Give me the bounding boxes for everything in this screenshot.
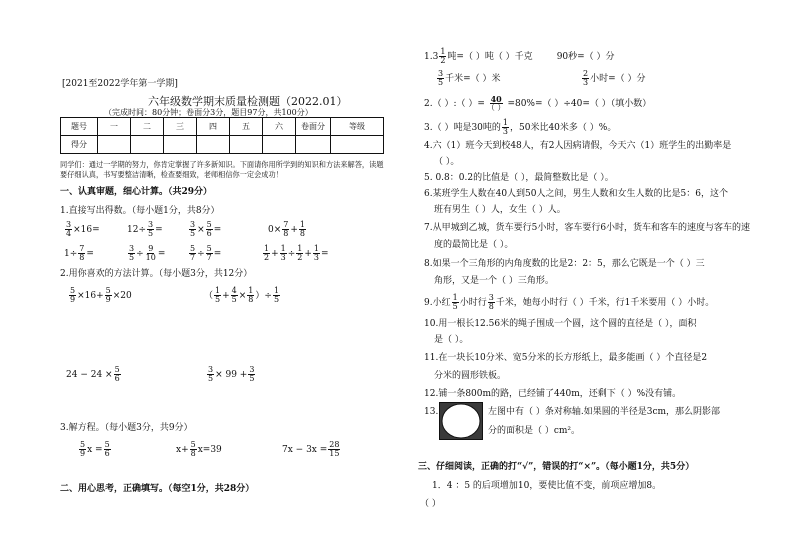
r-q5: 5. 0.8：0.2的比值是（ ），最简整数比是（ ）。 [424, 173, 614, 183]
r-q1-line2b: $\frac{2}{3}$ 小时=（ ）分 [583, 69, 646, 87]
score-cell: 六 [263, 118, 296, 136]
fraction: $\frac{3}{4}$ [66, 220, 72, 238]
r-q7-line1: 7.从甲城到乙城，货车要行5小时，客车要行6小时，货车和客车的速度与客车的速 [424, 223, 751, 233]
score-input-cell[interactable] [331, 136, 384, 154]
fraction: $\frac{5}{6}$ [104, 440, 110, 458]
fraction: $\frac{1}{3}$ [280, 244, 286, 262]
section-3-heading: 三、仔细阅读，正确的打“√”，错误的打“×”。（每小题1分，共5分） [418, 462, 695, 472]
fraction: $\frac{3}{5}$ [208, 365, 214, 383]
q3-item-a: $\frac{5}{9}$ x = $\frac{5}{6}$ [80, 440, 110, 458]
fraction: $\frac{5}{8}$ [190, 440, 196, 458]
r-q13-line1: 左图中有（ ）条对称轴.如果圆的半径是3cm，那么阴影部 [488, 407, 721, 417]
intro-text: 同学们：通过一学期的努力，你肯定掌握了许多新知识。下面请你用所学到的知识和方法来解答，读题要仔细认真，书写要整洁清晰，检查要细致，老师相信你一定会成功！ [60, 160, 384, 179]
r-q12: 12.铺一条800m的路，已经铺了440m，还剩下（ ）%没有铺。 [424, 389, 682, 399]
score-table [60, 117, 384, 154]
q2-item-d: $\frac{3}{5}$ × 99 + $\frac{3}{5}$ [208, 365, 255, 383]
r-q3: 3.（ ）吨是30吨的 $\frac{1}{3}$ ，50米比40米多（ ）%。 [424, 118, 617, 136]
q1-item-h: $\frac{1}{2}$ + $\frac{1}{3}$ ÷ $\frac{1}{2}$ + $\frac{1}{3}$ = [264, 244, 329, 262]
fraction: $\frac{5}{6}$ [206, 220, 212, 238]
fraction: $\frac{5}{9}$ [105, 286, 111, 304]
r-q6-line2: 班有男生（ ）人，女生（ ）人。 [434, 205, 566, 215]
r-q7-line2: 度的最简比是（ ）。 [434, 240, 514, 250]
q1-item-d: 0× $\frac{7}{8}$ + $\frac{1}{8}$ [268, 220, 306, 238]
score-input-cell[interactable] [98, 136, 131, 154]
fraction: $\frac{3}{8}$ [488, 293, 494, 311]
fraction: $\frac{40}{( )}$ [486, 94, 506, 112]
q3-title: 3.解方程。（每小题3分，共9分） [60, 423, 193, 433]
fraction: $\frac{9}{10}$ [145, 244, 156, 262]
fraction: $\frac{3}{5}$ [129, 244, 135, 262]
fraction: $\frac{1}{5}$ [273, 286, 280, 304]
square-circle-figure [439, 402, 483, 440]
fraction: $\frac{3}{5}$ [249, 365, 255, 383]
score-cell: 得分 [61, 136, 98, 154]
score-table-score-row [61, 136, 384, 154]
q1-title: 1.直接写出得数。（每小题1分，共8分） [60, 206, 220, 216]
q2-item-a: $\frac{5}{9}$ ×16+ $\frac{5}{9}$ ×20 [70, 286, 132, 304]
score-table-header-row [61, 118, 384, 136]
score-cell: 五 [230, 118, 263, 136]
score-cell: 等级 [331, 118, 384, 136]
score-cell: 一 [98, 118, 131, 136]
term-label: [2021至2022学年第一学期] [62, 79, 178, 89]
score-cell: 卷面分 [296, 118, 331, 136]
fraction: $\frac{7}{8}$ [283, 220, 289, 238]
q1-item-g: $\frac{5}{7}$ ÷ $\frac{5}{7}$ = [190, 244, 222, 262]
fraction: $\frac{3}{5}$ [148, 220, 154, 238]
q1-item-f: $\frac{3}{5}$ ÷ $\frac{9}{10}$ = [129, 244, 166, 262]
r-q13-line2: 分的面积是（ ）cm²。 [488, 426, 581, 436]
score-input-cell[interactable] [164, 136, 197, 154]
fraction: $\frac{28}{15}$ [329, 440, 340, 458]
fraction: $\frac{3}{5}$ [438, 69, 444, 87]
score-input-cell[interactable] [296, 136, 331, 154]
fraction: $\frac{5}{6}$ [114, 365, 120, 383]
q1-item-a: $\frac{3}{4}$ ×16= [66, 220, 100, 238]
fraction: $\frac{1}{8}$ [299, 220, 306, 238]
exam-title: 六年级数学期末质量检测题（2022.01） [148, 95, 348, 108]
fraction: $\frac{5}{9}$ [70, 286, 76, 304]
fraction: $\frac{7}{8}$ [79, 244, 85, 262]
r-q4-line1: 4.六（1）班今天到校48人，有2人因病请假，今天六（1）班学生的出勤率是 [424, 141, 732, 151]
q3-item-b: x+ $\frac{5}{8}$ x=39 [176, 440, 222, 458]
q1-item-b: 12÷ $\frac{3}{5}$ = [127, 220, 163, 238]
section-1-heading: 一、认真审题，细心计算。（共29分） [60, 187, 213, 197]
r-q13-number: 13. [424, 407, 439, 417]
score-cell: 二 [131, 118, 164, 136]
fraction: $\frac{2}{3}$ [583, 69, 589, 87]
q2-item-b: （ $\frac{1}{5}$ + $\frac{4}{5}$ × $\frac{1}{8}$ ）÷ $\frac{1}{5}$ [204, 286, 280, 304]
score-input-cell[interactable] [131, 136, 164, 154]
r-q2: 2.（ ）:（ ）= $\frac{40}{( )}$ =80%=（ ）÷40=（ ）（填小数） [424, 94, 652, 112]
inscribed-circle [442, 404, 480, 438]
r-q8-line1: 8.如果一个三角形的内角度数的比是2：2：5，那么它既是一个（ ）三 [424, 259, 705, 269]
fraction: $\frac{1}{5}$ [215, 286, 221, 304]
exam-info: （完成时间：80分钟；卷面分3分，题目97分，共100分） [104, 108, 313, 117]
r-q10-line2: 是（ ）。 [434, 335, 469, 345]
q3-item-c: 7x − 3x = $\frac{28}{15}$ [282, 440, 340, 458]
r-q11-line1: 11.在一块长10分米、宽5分米的长方形纸上，最多能画（ ）个直径是2 [424, 353, 708, 363]
fraction: $\frac{1}{3}$ [502, 118, 508, 136]
fraction: $\frac{5}{7}$ [206, 244, 212, 262]
fraction: $\frac{5}{9}$ [80, 440, 86, 458]
r-q11-line2: 分米的圆形铁板。 [434, 371, 507, 381]
s-q1-line1: 1．4 ：5 的后项增加10，要使比值不变，前项应增加8。 [432, 481, 662, 491]
section-2-heading: 二、用心思考，正确填写。（每空1分，共28分） [60, 484, 255, 494]
fraction: $\frac{4}{5}$ [231, 286, 237, 304]
score-input-cell[interactable] [197, 136, 230, 154]
fraction: $\frac{1}{3}$ [313, 244, 320, 262]
fraction: $\frac{1}{2}$ [264, 244, 270, 262]
r-q9: 9.小红 $\frac{1}{5}$ 小时行 $\frac{3}{8}$ 千米，她每小时行（ ）千米，行1千米要用（ ）小时。 [424, 293, 715, 311]
score-cell: 题号 [61, 118, 98, 136]
q1-item-c: $\frac{3}{5}$ × $\frac{5}{6}$ = [190, 220, 222, 238]
score-input-cell[interactable] [263, 136, 296, 154]
q2-item-c: 24 − 24 × $\frac{5}{6}$ [66, 365, 120, 383]
fraction: $\frac{1}{8}$ [248, 286, 254, 304]
score-cell: 四 [197, 118, 230, 136]
r-q1-line1: 1.3 $\frac{1}{2}$ 吨=（ ）吨（ ）千克 90秒=（ ）分 [424, 47, 615, 65]
r-q8-line2: 角形，又是一个（ ）三角形。 [434, 276, 554, 286]
fraction: $\frac{1}{2}$ [297, 244, 303, 262]
fraction: $\frac{5}{7}$ [190, 244, 196, 262]
fraction: $\frac{3}{5}$ [190, 220, 196, 238]
fraction: $\frac{1}{5}$ [452, 293, 458, 311]
score-input-cell[interactable] [230, 136, 263, 154]
r-q6-line1: 6.某班学生人数在40人到50人之间，男生人数和女生人数的比是5：6，这个 [424, 189, 728, 199]
s-q1-answer[interactable]: （ ） [420, 499, 441, 509]
r-q4-line2: （ ）。 [434, 157, 460, 167]
r-q1-line2: $\frac{3}{5}$ 千米=（ ）米 [438, 69, 501, 87]
score-cell: 三 [164, 118, 197, 136]
q1-item-e: 1÷ $\frac{7}{8}$ = [64, 244, 94, 262]
q2-title: 2.用你喜欢的方法计算。（每小题3分，共12分） [60, 269, 253, 279]
r-q10-line1: 10.用一根长12.56米的绳子围成一个圆，这个圆的直径是（ ），面积 [424, 319, 697, 329]
fraction: $\frac{1}{2}$ [440, 47, 446, 65]
